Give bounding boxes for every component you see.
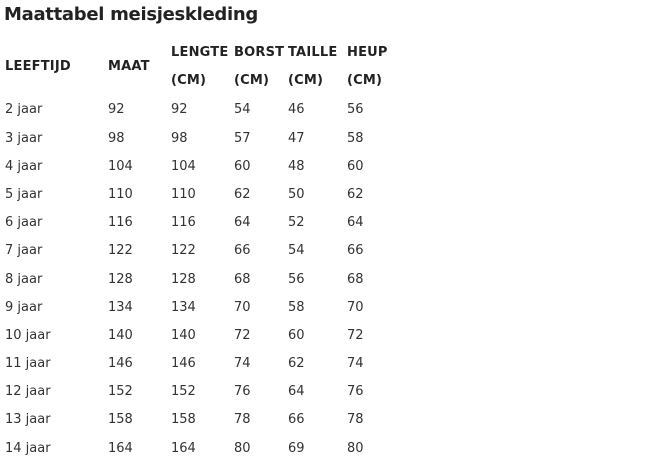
cell-lengte: 146	[171, 356, 196, 372]
cell-lengte: 110	[171, 186, 196, 202]
cell-borst: 54	[234, 101, 251, 117]
cell-leeftijd: 14 jaar	[5, 440, 51, 456]
cell-maat: 122	[108, 243, 133, 259]
cell-leeftijd: 6 jaar	[5, 215, 43, 231]
cell-leeftijd: 2 jaar	[5, 101, 43, 117]
cell-borst: 64	[234, 215, 251, 231]
cell-borst: 74	[234, 356, 251, 372]
table-row	[0, 293, 407, 321]
cell-lengte: 128	[171, 271, 196, 287]
cell-heup: 80	[347, 440, 364, 456]
cell-maat: 104	[108, 158, 133, 174]
header-leeftijd: LEEFTIJD	[5, 58, 71, 74]
cell-leeftijd: 10 jaar	[5, 327, 51, 343]
cell-leeftijd: 3 jaar	[5, 130, 43, 146]
cell-borst: 76	[234, 384, 251, 400]
header-taille-unit: (CM)	[288, 72, 324, 88]
cell-maat: 152	[108, 384, 133, 400]
cell-heup: 58	[347, 130, 364, 146]
cell-lengte: 98	[171, 130, 188, 146]
cell-maat: 134	[108, 299, 133, 315]
page-title: Maattabel meisjeskleding	[4, 4, 258, 25]
cell-heup: 72	[347, 327, 364, 343]
table-row	[0, 265, 407, 293]
cell-heup: 66	[347, 243, 364, 259]
cell-heup: 60	[347, 158, 364, 174]
table-row	[0, 180, 407, 208]
cell-borst: 80	[234, 440, 251, 456]
cell-maat: 140	[108, 327, 133, 343]
header-maat: MAAT	[108, 58, 150, 74]
cell-taille: 64	[288, 384, 305, 400]
header-lengte: LENGTE	[171, 44, 229, 60]
header-borst: BORST	[234, 44, 285, 60]
cell-borst: 70	[234, 299, 251, 315]
table-row	[0, 237, 407, 265]
header-heup: HEUP	[347, 44, 388, 60]
cell-maat: 92	[108, 101, 125, 117]
table-row	[0, 94, 407, 124]
cell-leeftijd: 4 jaar	[5, 158, 43, 174]
header-heup-unit: (CM)	[347, 72, 383, 88]
cell-heup: 62	[347, 186, 364, 202]
cell-maat: 110	[108, 186, 133, 202]
cell-lengte: 92	[171, 101, 188, 117]
cell-lengte: 140	[171, 327, 196, 343]
table-header	[0, 38, 407, 94]
cell-borst: 68	[234, 271, 251, 287]
cell-lengte: 122	[171, 243, 196, 259]
cell-leeftijd: 8 jaar	[5, 271, 43, 287]
cell-taille: 56	[288, 271, 305, 287]
table-row	[0, 378, 407, 406]
cell-leeftijd: 13 jaar	[5, 412, 51, 428]
cell-leeftijd: 9 jaar	[5, 299, 43, 315]
cell-heup: 56	[347, 101, 364, 117]
header-borst-unit: (CM)	[234, 72, 270, 88]
cell-taille: 62	[288, 356, 305, 372]
table-row	[0, 350, 407, 378]
cell-heup: 74	[347, 356, 364, 372]
cell-lengte: 164	[171, 440, 196, 456]
cell-taille: 69	[288, 440, 305, 456]
header-taille: TAILLE	[288, 44, 338, 60]
cell-leeftijd: 7 jaar	[5, 243, 43, 259]
table-row	[0, 124, 407, 152]
size-chart-table	[0, 38, 407, 462]
cell-borst: 78	[234, 412, 251, 428]
cell-borst: 66	[234, 243, 251, 259]
cell-heup: 78	[347, 412, 364, 428]
table-body	[0, 94, 407, 462]
cell-lengte: 134	[171, 299, 196, 315]
header-lengte-unit: (CM)	[171, 72, 207, 88]
cell-taille: 50	[288, 186, 305, 202]
cell-maat: 98	[108, 130, 125, 146]
cell-heup: 68	[347, 271, 364, 287]
cell-lengte: 104	[171, 158, 196, 174]
table-row	[0, 152, 407, 180]
cell-taille: 66	[288, 412, 305, 428]
table-row	[0, 209, 407, 237]
header-row	[0, 38, 407, 66]
cell-maat: 128	[108, 271, 133, 287]
cell-taille: 54	[288, 243, 305, 259]
cell-heup: 76	[347, 384, 364, 400]
table-row	[0, 406, 407, 434]
cell-leeftijd: 5 jaar	[5, 186, 43, 202]
cell-borst: 60	[234, 158, 251, 174]
cell-taille: 58	[288, 299, 305, 315]
cell-borst: 62	[234, 186, 251, 202]
cell-maat: 164	[108, 440, 133, 456]
table-row	[0, 434, 407, 462]
cell-leeftijd: 12 jaar	[5, 384, 51, 400]
cell-maat: 116	[108, 215, 133, 231]
cell-maat: 158	[108, 412, 133, 428]
cell-borst: 57	[234, 130, 251, 146]
cell-heup: 64	[347, 215, 364, 231]
cell-taille: 52	[288, 215, 305, 231]
cell-maat: 146	[108, 356, 133, 372]
cell-lengte: 152	[171, 384, 196, 400]
cell-lengte: 158	[171, 412, 196, 428]
cell-leeftijd: 11 jaar	[5, 356, 51, 372]
cell-lengte: 116	[171, 215, 196, 231]
cell-borst: 72	[234, 327, 251, 343]
cell-taille: 46	[288, 101, 305, 117]
table-row	[0, 321, 407, 349]
cell-taille: 60	[288, 327, 305, 343]
cell-taille: 48	[288, 158, 305, 174]
cell-heup: 70	[347, 299, 364, 315]
cell-taille: 47	[288, 130, 305, 146]
